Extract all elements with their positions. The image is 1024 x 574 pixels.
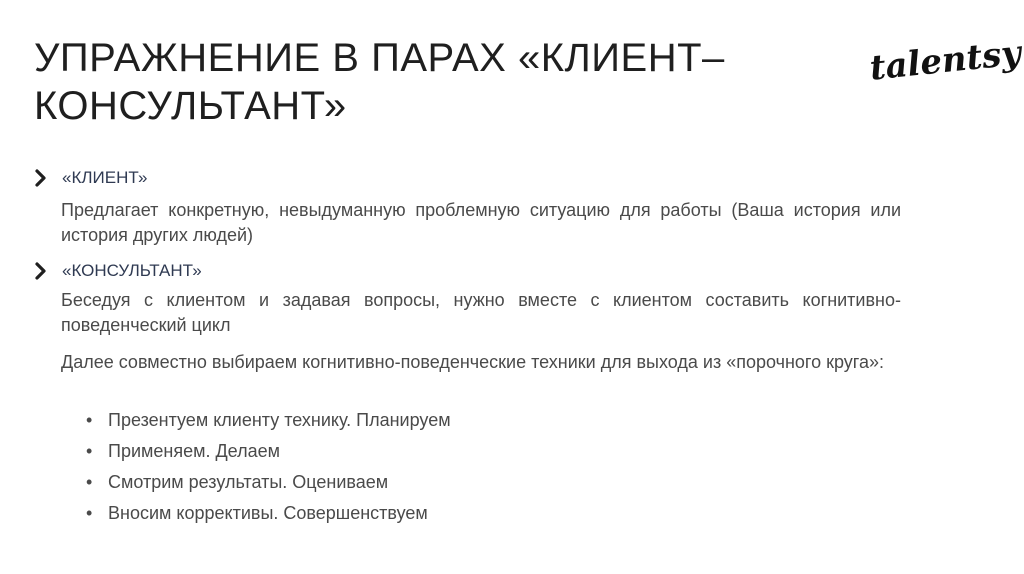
- bullet-icon: •: [86, 410, 93, 430]
- list-item-text: Вносим коррективы. Совершенствуем: [108, 503, 428, 523]
- talentsy-logo: [866, 26, 1023, 98]
- list-item-text: Применяем. Делаем: [108, 441, 280, 461]
- svg-text:talentsy: talentsy: [867, 33, 1023, 89]
- slide-title: УПРАЖНЕНИЕ В ПАРАХ «КЛИЕНТ– КОНСУЛЬТАНТ»: [34, 36, 725, 128]
- client-description: Предлагает конкретную, невыдуманную проблемную ситуацию для работы (Ваша история или история других людей): [61, 200, 901, 245]
- bullet-icon: •: [86, 441, 93, 461]
- list-item-text: Презентуем клиенту технику. Планируем: [108, 410, 451, 430]
- technique-steps-list: [86, 408, 451, 532]
- chevron-right-icon: [34, 169, 48, 187]
- bullet-icon: •: [86, 503, 93, 523]
- consultant-description: Беседуя с клиентом и задавая вопросы, нужно вместе с клиентом составить когнитивно-поведенческий цикл: [61, 290, 901, 335]
- section-heading-client: [34, 168, 147, 188]
- techniques-description: Далее совместно выбираем когнитивно-поведенческие техники для выхода из «порочного круга»:: [61, 352, 884, 372]
- list-item: [86, 408, 451, 439]
- list-item: [86, 501, 451, 532]
- list-item: [86, 439, 451, 470]
- section-heading-label: «КОНСУЛЬТАНТ»: [62, 261, 202, 280]
- list-item-text: Смотрим результаты. Оцениваем: [108, 472, 389, 492]
- chevron-right-icon: [34, 262, 48, 280]
- bullet-icon: •: [86, 472, 93, 492]
- section-heading-consultant: [34, 261, 202, 281]
- section-heading-label: «КЛИЕНТ»: [62, 168, 148, 187]
- list-item: [86, 470, 451, 501]
